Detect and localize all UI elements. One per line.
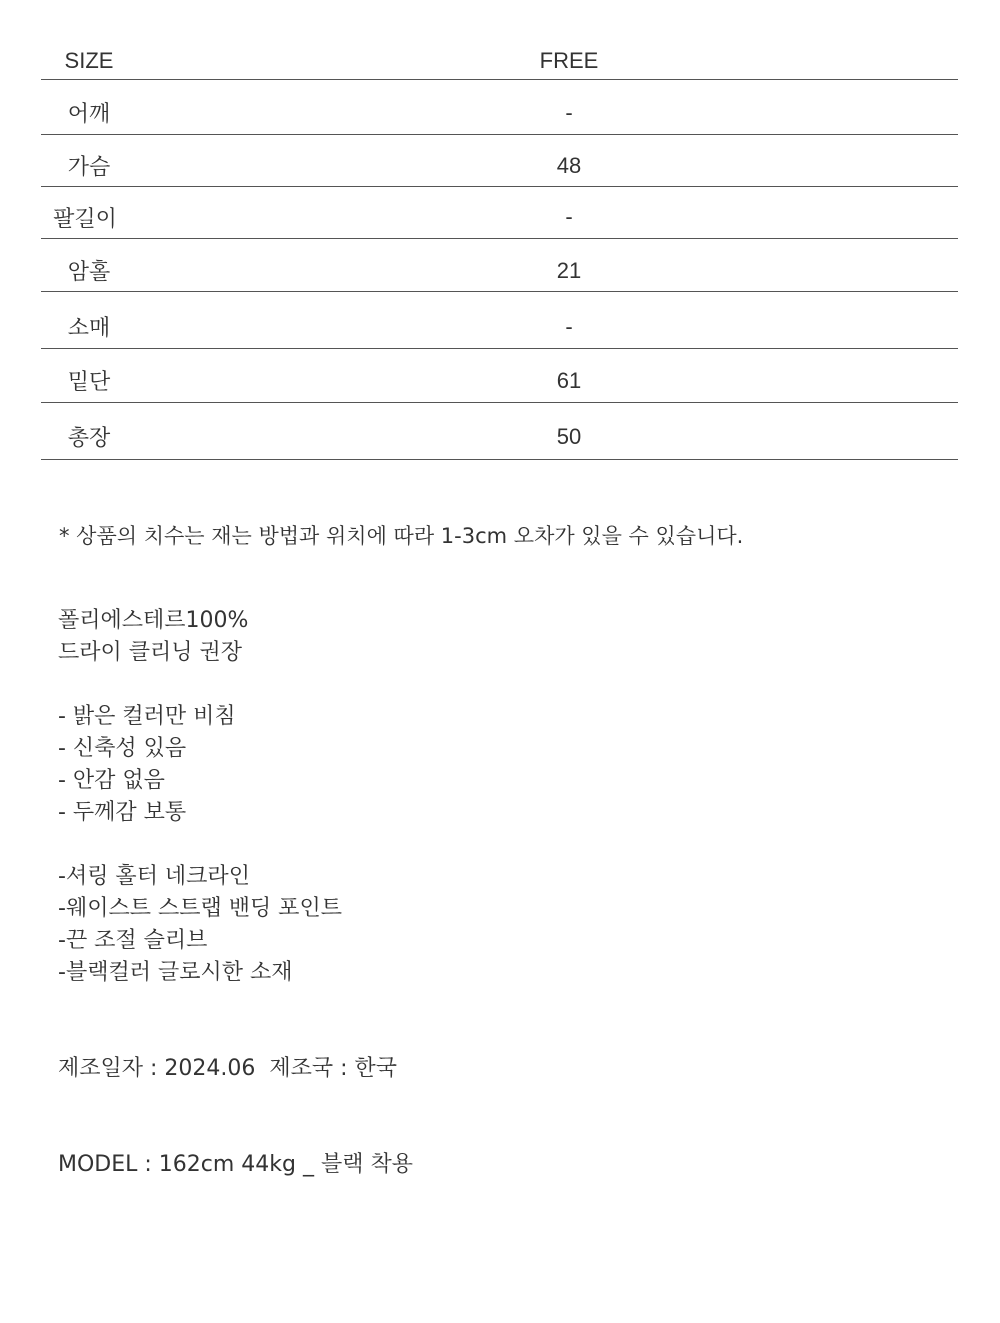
size-header-value: FREE: [539, 48, 599, 73]
row-label-sleeve: 소매: [67, 316, 111, 341]
list-item: - 신축성 있음: [58, 736, 187, 761]
row-value-sleeve-length: -: [565, 204, 573, 229]
list-item: -끈 조절 슬리브: [58, 928, 208, 953]
row-value-hem: 61: [556, 368, 582, 393]
table-row: [41, 239, 958, 292]
measurement-notice: * 상품의 치수는 재는 방법과 위치에 따라 1-3cm 오차가 있을 수 있습니다.: [59, 524, 744, 548]
row-label-chest: 가슴: [67, 155, 111, 180]
table-row: [41, 292, 958, 349]
row-label-armhole: 암홀: [67, 260, 111, 285]
manufacture-text: 제조일자 : 2024.06 제조국 : 한국: [58, 1056, 398, 1081]
manufacture-info: [58, 1053, 397, 1085]
table-row: [41, 187, 958, 239]
model-text: MODEL : 162cm 44kg _ 블랙 착용: [58, 1152, 413, 1177]
row-value-total-length: 50: [556, 424, 582, 449]
list-item: - 밝은 컬러만 비침: [58, 704, 236, 729]
size-table-header: [41, 40, 958, 80]
row-label-total-length: 총장: [67, 426, 111, 451]
row-label-shoulder: 어깨: [67, 102, 111, 127]
size-table: [41, 40, 958, 460]
table-row: [41, 349, 958, 403]
properties-list: [58, 701, 236, 829]
table-row: [41, 80, 958, 135]
care-instruction: 드라이 클리닝 권장: [58, 640, 243, 665]
row-value-sleeve: -: [565, 314, 573, 339]
row-label-sleeve-length: 팔길이: [53, 207, 117, 232]
list-item: -웨이스트 스트랩 밴딩 포인트: [58, 896, 342, 921]
material-info: [58, 605, 248, 669]
size-header-label: SIZE: [64, 48, 114, 73]
row-value-armhole: 21: [556, 258, 582, 283]
model-info: [58, 1149, 413, 1181]
row-value-chest: 48: [556, 153, 582, 178]
table-row: [41, 135, 958, 187]
table-row: [41, 403, 958, 460]
row-label-hem: 밑단: [67, 370, 111, 395]
material-composition: 폴리에스테르100%: [58, 608, 249, 633]
list-item: - 두께감 보통: [58, 800, 187, 825]
list-item: -블랙컬러 글로시한 소재: [58, 960, 293, 985]
list-item: -셔링 홀터 네크라인: [58, 864, 250, 889]
list-item: - 안감 없음: [58, 768, 165, 793]
features-list: [58, 861, 342, 989]
row-value-shoulder: -: [565, 100, 573, 125]
